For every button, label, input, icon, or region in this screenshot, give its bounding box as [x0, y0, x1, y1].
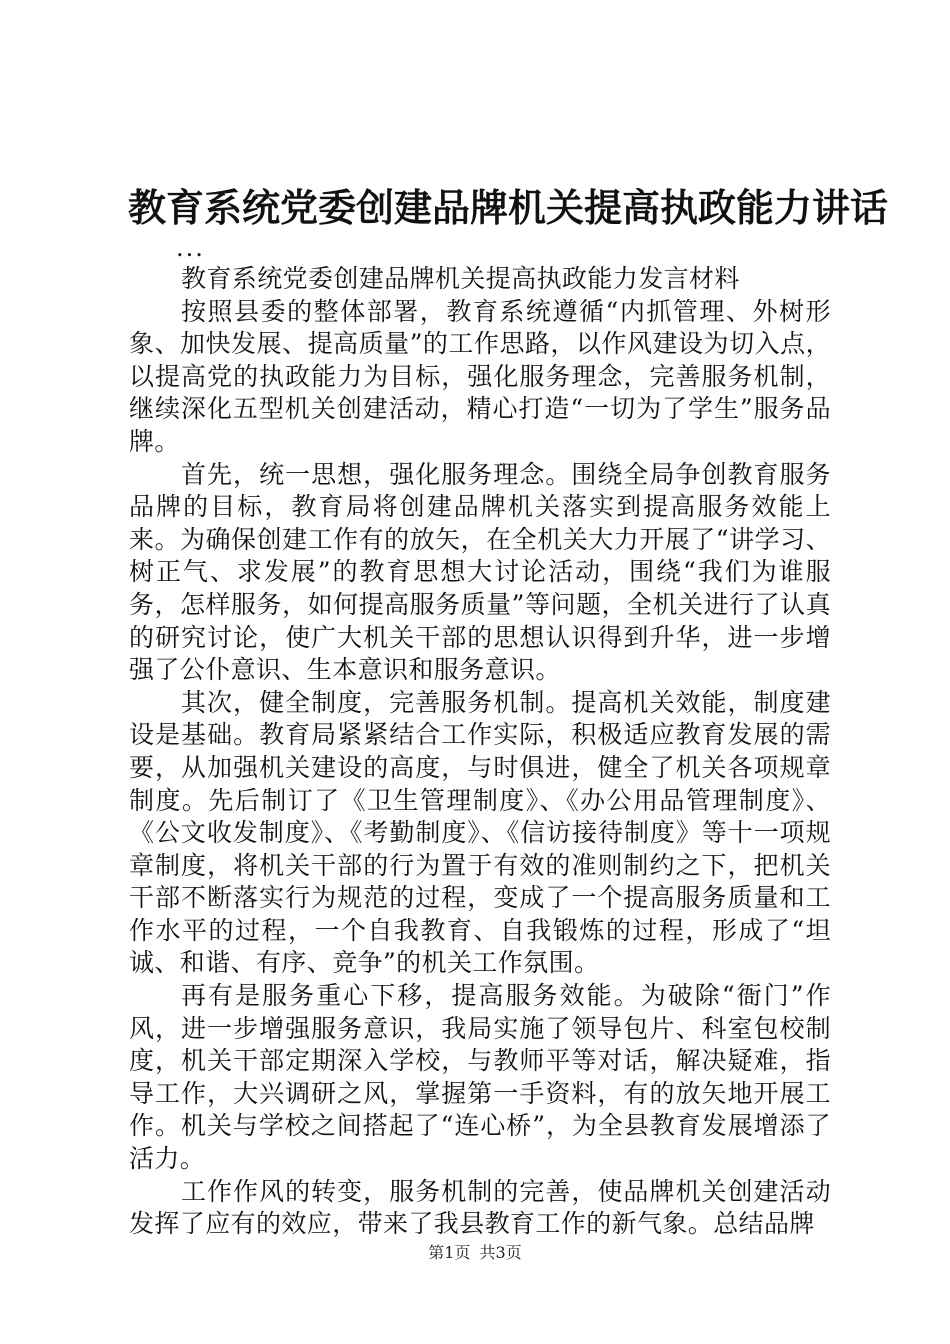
- subtitle-paragraph: 教育系统党委创建品牌机关提高执政能力发言材料: [181, 264, 740, 293]
- body-paragraph-1: 按照县委的整体部署，教育系统遵循“内抓管理、外树形象、加快发展、提高质量”的工作思路，以作风建设为切入点，以提高党的执政能力为目标，强化服务理念，完善服务机制，继续深化五型机关创建活动，精心打造“一切为了学生”服务品牌。: [129, 296, 831, 456]
- page-number-footer: 第1页 共3页: [428, 1243, 522, 1262]
- body-paragraph-5: 工作作风的转变，服务机制的完善，使品牌机关创建活动发挥了应有的效应，带来了我县教育工作的新气象。总结品牌: [129, 1176, 831, 1239]
- document-body: [129, 263, 831, 1241]
- body-paragraph-2: 首先，统一思想，强化服务理念。围绕全局争创教育服务品牌的目标，教育局将创建品牌机关落实到提高服务效能上来。为确保创建工作有的放矢，在全机关大力开展了“讲学习、树正气、求发展”的教育思想大讨论活动，围绕“我们为谁服务，怎样服务，如何提高服务质量”等问题，全机关进行了认真的研究讨论，使广大机关干部的思想认识得到升华，进一步增强了公仆意识、生本意识和服务意识。: [129, 459, 831, 685]
- body-paragraph-4: 再有是服务重心下移，提高服务效能。为破除“衙门”作风，进一步增强服务意识，我局实施了领导包片、科室包校制度，机关干部定期深入学校，与教师平等对话，解决疑难，指导工作，大兴调研之风，掌握第一手资料，有的放矢地开展工作。机关与学校之间搭起了“连心桥”，为全县教育发展增添了活力。: [129, 981, 831, 1174]
- document-title: 教育系统党委创建品牌机关提高执政能力讲话: [128, 185, 889, 230]
- title-ellipsis: ...: [176, 234, 205, 262]
- body-paragraph-3: 其次，健全制度，完善服务机制。提高机关效能，制度建设是基础。教育局紧紧结合工作实际，积极适应教育发展的需要，从加强机关建设的高度，与时俱进，健全了机关各项规章制度。先后制订了《卫生管理制度》、《办公用品管理制度》、《公文收发制度》、《考勤制度》、《信访接待制度》等十一项规章制度，将机关干部的行为置于有效的准则制约之下，把机关干部不断落实行为规范的过程，变成了一个提高服务质量和工作水平的过程，一个自我教育、自我锻炼的过程，形成了“坦诚、和谐、有序、竞争”的机关工作氛围。: [129, 687, 831, 978]
